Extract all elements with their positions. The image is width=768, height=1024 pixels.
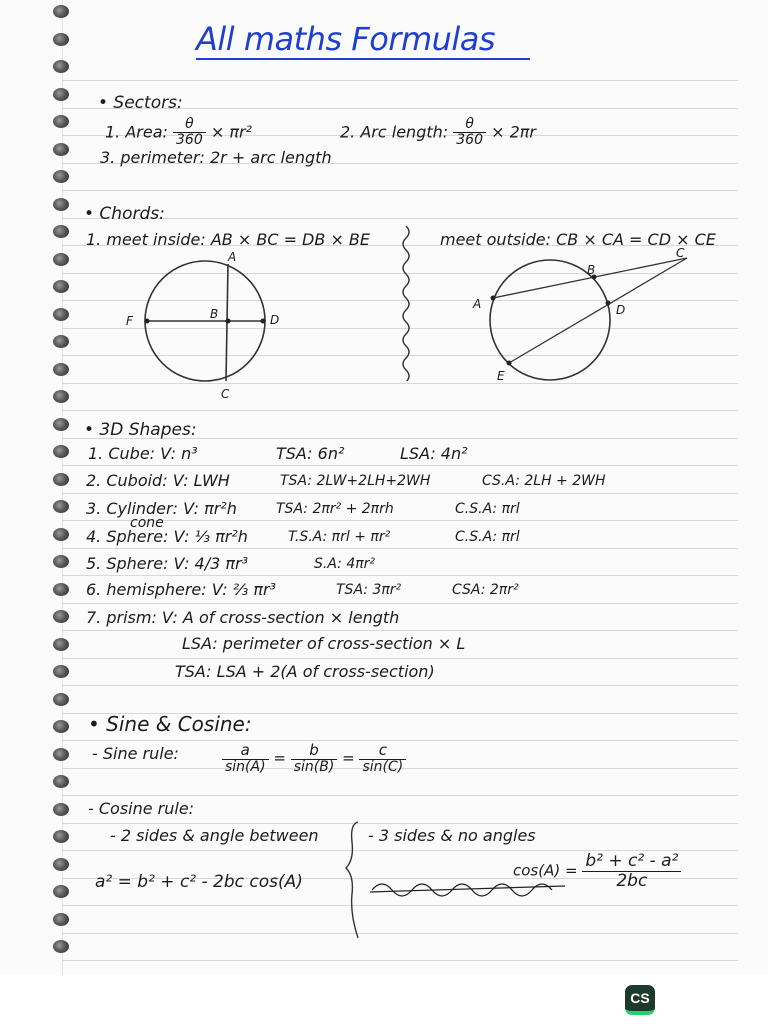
chords-outside: meet outside: CB × CA = CD × CE [440,230,716,249]
binding-hole [53,225,69,238]
binding-hole [53,748,69,761]
prism-volume: 7. prism: V: A of cross-section × length [86,608,400,627]
prism-tsa: TSA: LSA + 2(A of cross-section) [175,662,435,681]
binding-hole [53,555,69,568]
chord-inside-diagram [110,248,310,403]
binding-hole [53,473,69,486]
chords-inside: 1. meet inside: AB × BC = DB × BE [86,230,371,249]
cone-tsa: T.S.A: πrl + πr² [288,529,391,545]
sine-fraction-b: $\frac{b}{\sin(B)}$ [291,742,338,775]
chord-label-c: C [221,387,230,401]
hemisphere-tsa: TSA: 3πr² [336,582,402,598]
binding-hole [53,583,69,596]
binding-hole [53,803,69,816]
scanner-app-logo: CS [625,985,655,1015]
cosine-case-2: - 3 sides & no angles [368,826,536,845]
binding-hole [53,638,69,651]
sector-perimeter: 3. perimeter: 2r + arc length [100,148,332,167]
cone-volume: 4. Sphere: V: ⅓ πr²h [86,527,248,546]
binding-hole [53,500,69,513]
ruled-line [62,548,738,549]
sector-arc-suffix: × 2πr [491,122,536,142]
binding-hole [53,33,69,46]
shapes-heading: • 3D Shapes: [84,420,197,440]
ruled-line [62,905,738,906]
ruled-line [62,465,738,466]
sector-area-suffix: × πr² [210,122,252,142]
cone-label: cone [130,515,164,531]
chord-label-a: A [228,250,237,264]
chord-label-f: F [126,314,133,328]
ruled-line [62,493,738,494]
sector-area-prefix: 1. Area: [105,122,168,142]
chord-outside-diagram [465,248,705,388]
ruled-line [62,410,738,411]
chord-out-label-a: A [473,297,482,311]
curly-brace [344,820,364,940]
cube-lsa: LSA: 4n² [400,444,468,463]
sector-area-fraction: $\frac{\theta}{360}$ [173,117,206,149]
ruled-line [62,630,738,631]
binding-hole [53,665,69,678]
binding-hole [53,418,69,431]
hemisphere-csa: CSA: 2πr² [452,582,519,598]
cuboid-tsa: TSA: 2LW+2LH+2WH [280,473,431,489]
cuboid-volume: 2. Cuboid: V: LWH [86,471,230,490]
binding-hole [53,775,69,788]
sphere-sa: S.A: 4πr² [314,556,376,572]
binding-hole [53,5,69,18]
cube-volume: 1. Cube: V: n³ [88,444,198,463]
ruled-line [62,685,738,686]
title-underline [196,58,530,60]
binding-hole [53,390,69,403]
binding-hole [53,693,69,706]
ruled-line [62,933,738,934]
chord-out-label-c: C [676,248,685,260]
cone-csa: C.S.A: πrl [455,529,520,545]
sector-arc-prefix: 2. Arc length: [340,122,449,142]
sine-fraction-c: $\frac{c}{\sin(C)}$ [359,742,406,775]
binding-hole [53,940,69,953]
cylinder-volume: 3. Cylinder: V: πr²h [86,499,237,518]
wavy-divider-1 [396,226,416,381]
binding-hole [53,170,69,183]
ruled-line [62,823,738,824]
crossed-out-scribble [370,872,570,902]
binding-hole [53,885,69,898]
binding-hole [53,280,69,293]
sine-equals-2: = [342,748,355,767]
sector-area [105,117,252,149]
sine-equals-1: = [273,748,286,767]
cosine-formula-2-fraction: $\frac{\text{b² + c² - a²}}{2bc}$ [582,852,681,890]
binding-hole [53,335,69,348]
cuboid-csa: CS.A: 2LH + 2WH [482,473,606,489]
binding-hole [53,198,69,211]
chord-out-label-d: D [616,303,626,317]
ruled-line [62,603,738,604]
sine-rule-formula [222,742,406,775]
page-title: All maths Formulas [196,20,496,58]
trig-heading: • Sine & Cosine: [88,712,252,736]
binding-hole [53,88,69,101]
cylinder-csa: C.S.A: πrl [455,501,520,517]
binding-hole [53,60,69,73]
ruled-line [62,80,738,81]
sphere-volume: 5. Sphere: V: 4/3 πr³ [86,554,248,573]
cosine-formula-1: a² = b² + c² - 2bc cos(A) [95,872,303,892]
ruled-line [62,960,738,961]
sine-fraction-a: $\frac{a}{\sin(A)}$ [222,742,269,775]
sectors-heading: • Sectors: [98,93,183,113]
cosine-rule-label: - Cosine rule: [88,799,195,818]
cosine-formula-2-lhs: cos(A) = [513,861,578,880]
binding-hole [53,253,69,266]
ruled-line [62,575,738,576]
sector-arc-length [340,117,536,149]
binding-hole [53,363,69,376]
chords-heading: • Chords: [84,204,165,224]
binding-hole [53,913,69,926]
chord-label-d: D [270,313,280,327]
ruled-line [62,658,738,659]
binding-hole [53,528,69,541]
ruled-line [62,190,738,191]
ruled-line [62,795,738,796]
sine-rule-label: - Sine rule: [92,744,179,763]
binding-hole [53,858,69,871]
prism-lsa: LSA: perimeter of cross-section × L [182,634,466,653]
binding-hole [53,115,69,128]
binding-hole [53,143,69,156]
cylinder-tsa: TSA: 2πr² + 2πrh [276,501,394,517]
binding-hole [53,445,69,458]
chord-out-label-e: E [497,369,505,383]
binding-hole [53,610,69,623]
hemisphere-volume: 6. hemisphere: V: ⅔ πr³ [86,580,276,599]
cube-tsa: TSA: 6n² [276,444,345,463]
chord-out-label-b: B [587,263,596,277]
chord-label-b: B [210,307,219,321]
binding-hole [53,720,69,733]
binding-hole [53,308,69,321]
sector-arc-fraction: $\frac{\theta}{360}$ [453,117,486,149]
cosine-case-1: - 2 sides & angle between [110,826,319,845]
ruled-line [62,740,738,741]
binding-hole [53,830,69,843]
